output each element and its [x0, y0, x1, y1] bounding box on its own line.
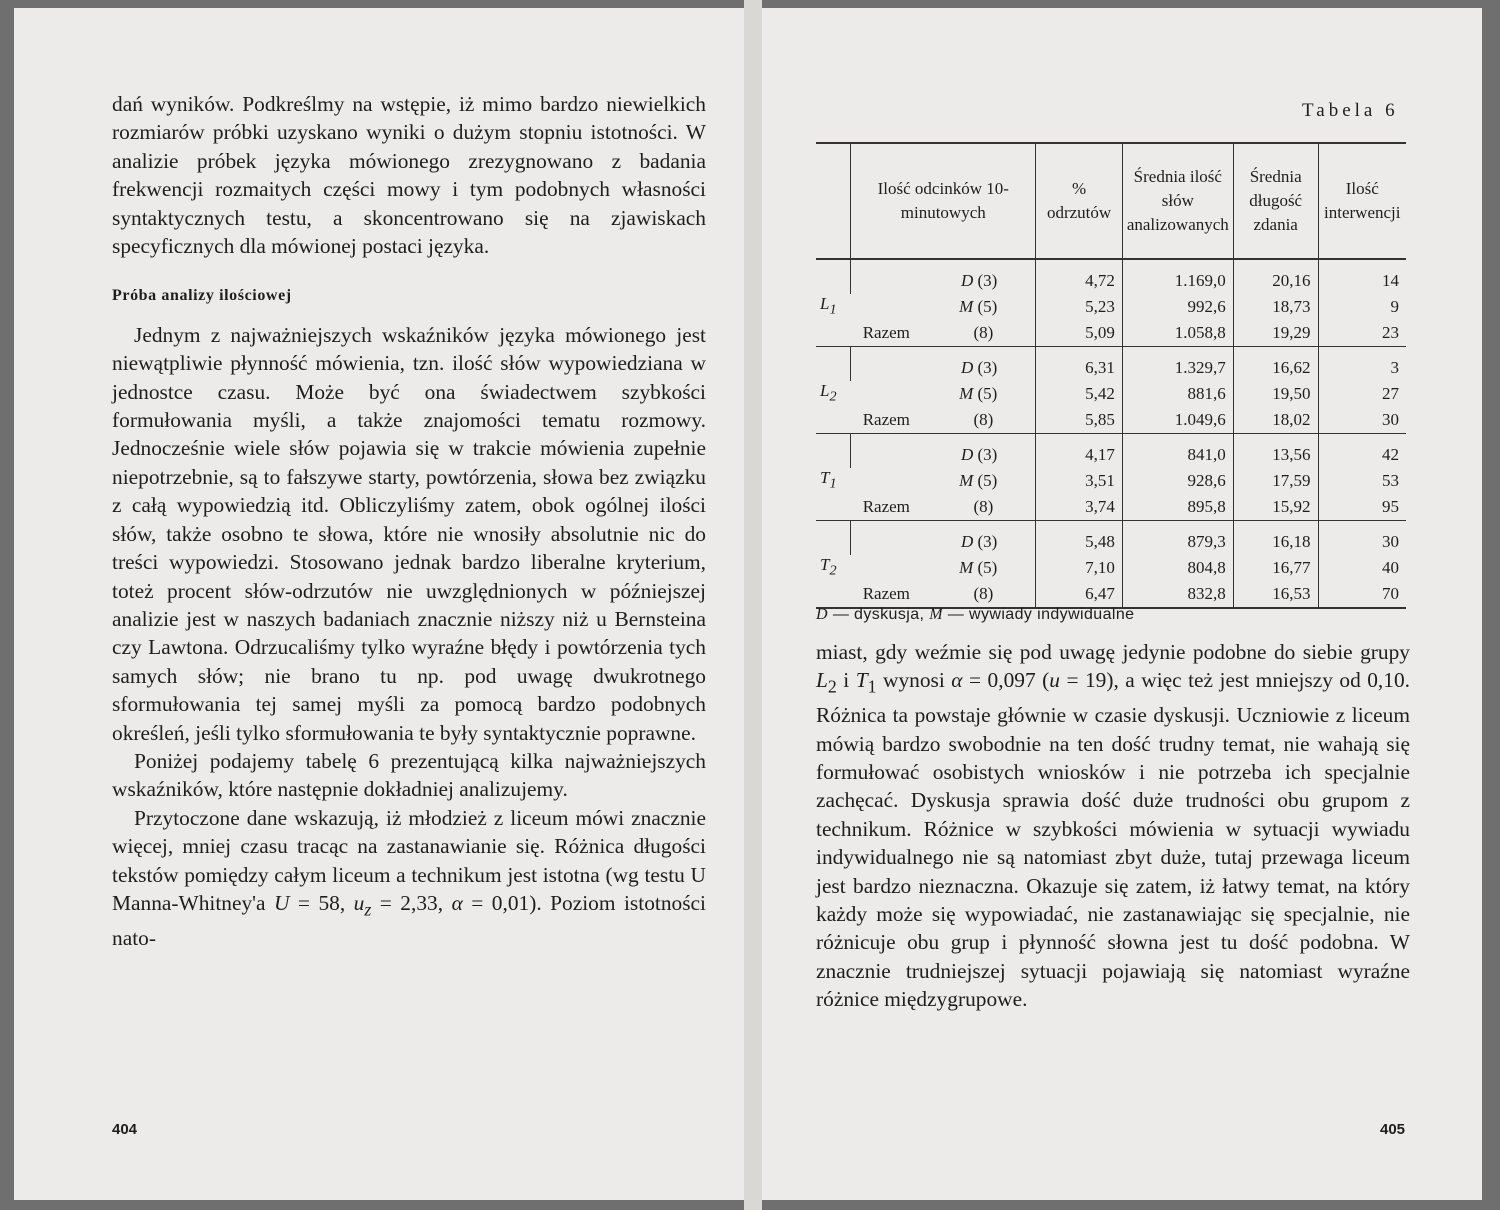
header-group [816, 143, 851, 259]
right-page [762, 8, 1482, 1200]
header-avg-words: Średnia ilość słów analizowanych [1122, 143, 1233, 259]
table-label: Tabela 6 [1302, 100, 1399, 121]
table-row: Razem (8) 5,85 1.049,6 18,02 30 [816, 407, 1406, 434]
page-number-left: 404 [112, 1121, 138, 1138]
paragraph-4: Przytoczone dane wskazują, iż młodzież z liceum mówi znacznie więcej, mniej czasu tracąc na zastanawianie się. Różnica długości tekstów pomiędzy całym liceum a technikum jest istotna (wg testu U Manna-Whitney'a U = 58, $u_z = 2,33$, α = 0,01). Poziom istotności nato- [112, 805, 706, 950]
paragraph-1: dań wyników. Podkreślmy na wstępie, iż mimo bardzo niewielkich rozmiarów próbki uzyskano wyniki o dużym stopniu istotności. W analizie próbek języka mówionego zrezygnowano z badania frekwencji rozmaitych części mowy i tym podobnych własności syntaktycznych testu, a skoncentrowano się na zjawiskach specyficznych dla mówionej postaci języka. [112, 92, 706, 259]
book-gutter [744, 0, 762, 1210]
table-row: $T_1$ D (3) 4,17 841,0 13,56 42 [816, 434, 1406, 469]
table-row: $T_2$ D (3) 5,48 879,3 16,18 30 [816, 521, 1406, 556]
header-avg-length: Średnia długość zdania [1233, 143, 1318, 259]
table-row: Razem (8) 5,09 1.058,8 19,29 23 [816, 320, 1406, 347]
group-label: $L_1$ [820, 294, 837, 318]
left-page-text [112, 90, 706, 952]
table-row: M (5) 5,23 992,6 18,73 9 [816, 294, 1406, 320]
table-row: M (5) 7,10 804,8 16,77 40 [816, 555, 1406, 581]
section-heading: Próba analizy ilościowej [112, 287, 292, 305]
table-row: M (5) 3,51 928,6 17,59 53 [816, 468, 1406, 494]
header-reject-pct: % odrzutów [1036, 143, 1123, 259]
paragraph-3: Poniżej podajemy tabelę 6 prezentującą kilka najważniejszych wskaźników, które następnie dokładniej analizujemy. [112, 748, 706, 802]
header-interventions: Ilość interwencji [1318, 143, 1406, 259]
table-row: $L_2$ D (3) 6,31 1.329,7 16,62 3 [816, 347, 1406, 382]
left-page [14, 8, 744, 1200]
table-row: Razem (8) 3,74 895,8 15,92 95 [816, 494, 1406, 521]
group-label: $T_1$ [820, 468, 837, 492]
page-number-right: 405 [1380, 1121, 1406, 1138]
table-row: $L_1$ D (3) 4,72 1.169,0 20,16 14 [816, 259, 1406, 294]
table-header-row [816, 143, 1406, 259]
group-label: $L_2$ [820, 381, 837, 405]
data-table [816, 142, 1406, 609]
paragraph-right: miast, gdy weźmie się pod uwagę jedynie podobne do siebie grupy $L_2$ i $T_1$ wynosi α = 0,097 (u = 19), a więc też jest mniejszy od 0,10. Różnica ta powstaje głównie w czasie dyskusji. Uczniowie z liceum mówią bardzo swobodnie na ten dość trudny temat, nie wahają się formułować osobistych wniosków i nie potrzeba ich specjalnie zachęcać. Dyskusja sprawia dość duże trudności obu grupom z technikum. Różnice w szybkości mówienia w sytuacji wywiadu indywidualnego nie są natomiast zbyt duże, tutaj przewaga liceum jest bardzo nieznaczna. Okazuje się zatem, iż łatwy temat, na który każdy może się wypowiadać, nie zastanawiając się specjalnie, nie różnicuje obu grup i płynność słowna jest tu dość podobna. W znacznie trudniejszej sytuacji pojawiają się natomiast wyraźne różnice międzygrupowe. [816, 640, 1411, 1012]
paragraph-2: Jednym z najważniejszych wskaźników języka mówionego jest niewątpliwie płynność mówienia, tzn. ilość słów wypowiedziana w jednostce czasu. Może być ona świadectwem szybkości formułowania myśli, a także znajomości tematu rozmowy. Jednocześnie wiele słów pojawia się w trakcie mówienia zupełnie niepotrzebnie, są to fałszywe starty, powtórzenia, słowa bez związku z całą wypowiedzią itd. Obliczyliśmy zatem, obok ogólnej ilości słów, także osobno te słowa, które nie wnosiły absolutnie nic do treści wypowiedzi. Stosowano jednak bardzo liberalne kryterium, toteż procent słów-odrzutów nie uwzględnionych w późniejszej analizie jest w naszych badaniach znacznie niższy niż u Bernsteina czy Lawtona. Odrzucaliśmy tylko wyraźne błędy i powtórzenia tych samych słów; nie brano tu np. pod uwagę dwukrotnego sformułowania tej samej myśli za pomocą bardzo podobnych określeń, jeśli tylko sformułowania te były syntaktycznie poprawne. [112, 322, 706, 745]
table-row: M (5) 5,42 881,6 19,50 27 [816, 381, 1406, 407]
header-segments: Ilość odcinków 10-minutowych [851, 143, 1036, 259]
table-row: Razem (8) 6,47 832,8 16,53 70 [816, 581, 1406, 608]
group-label: $T_2$ [820, 555, 837, 579]
right-page-text [816, 638, 1410, 1014]
table-legend: D — dyskusja, M — wywiady indywidualne [816, 606, 1135, 623]
